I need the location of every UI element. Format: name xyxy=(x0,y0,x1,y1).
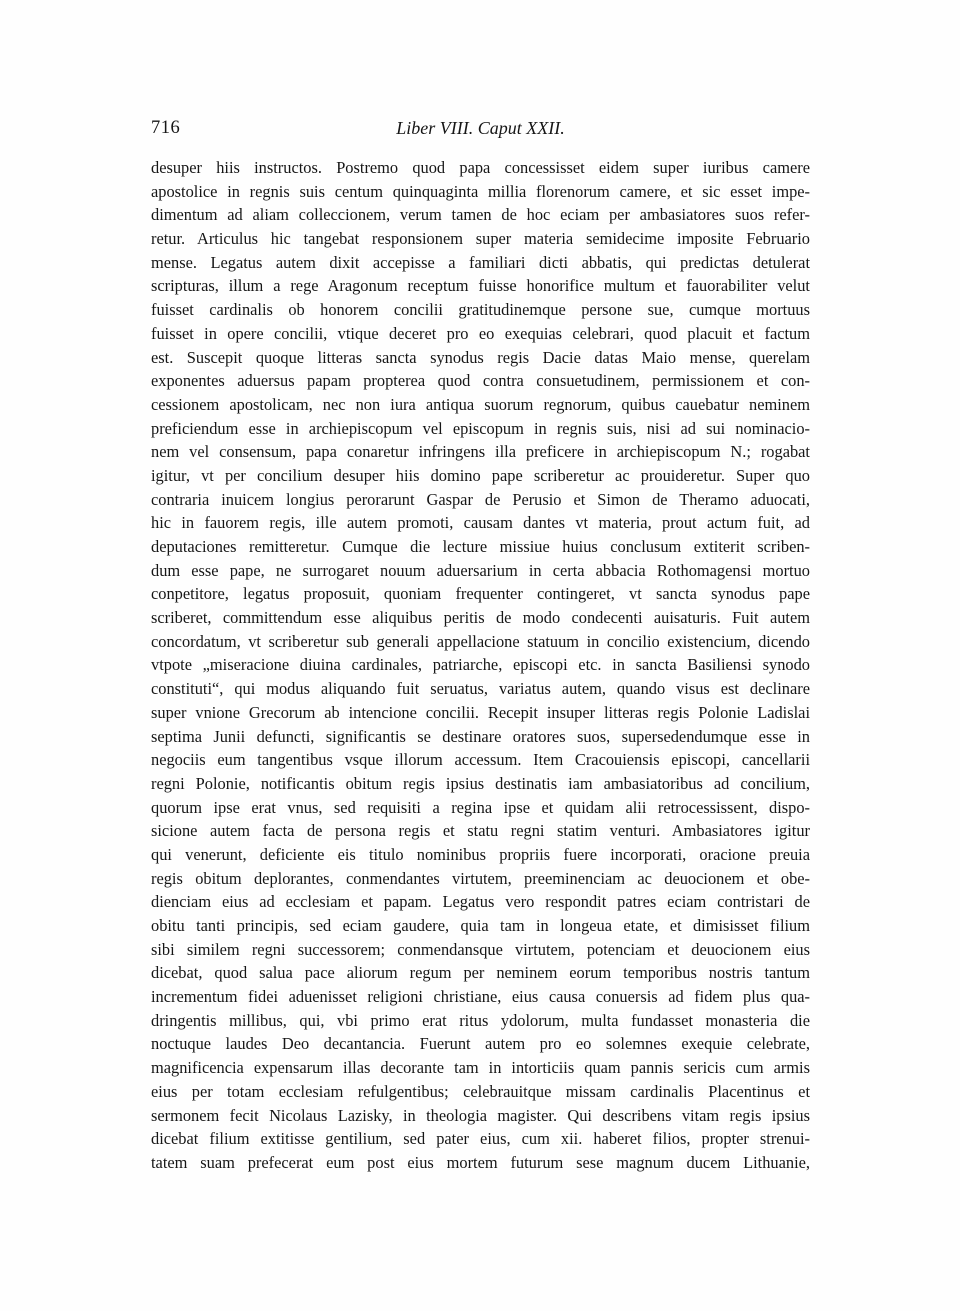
text-line: dringentis millibus, qui, vbi primo erat ritus ydolorum, multa fundasset monasteria die xyxy=(151,1010,810,1030)
body-text xyxy=(151,156,810,1175)
text-line: apostolice in regnis suis centum quinquaginta millia florenorum camere, et sic esset impe- xyxy=(151,181,810,201)
text-line: regni Polonie, notificantis obitum regis ipsius destinatis iam ambasiatoribus ad concilium, xyxy=(151,773,810,793)
text-line: negociis eum tangentibus vsque illorum accessum. Item Cracouiensis episcopi, cancellarii xyxy=(151,750,810,770)
running-title: Liber VIII. Caput XXII. xyxy=(396,118,565,138)
text-line: incrementum fidei aduenisset religioni christiane, eius causa conuersis ad fidem plus qua- xyxy=(151,987,810,1007)
text-line: concordatum, vt scriberetur sub generali appellacione statuum in concilio existencium, dicendo xyxy=(151,631,810,651)
text-line: hic in fauorem regis, ille autem promoti, causam dantes vt materia, prout actum fuit, ad xyxy=(151,513,810,533)
text-line: magnificencia expensarum illas decorante tam in intorticiis quam pannis sericis cum armis xyxy=(151,1058,810,1078)
text-line: septima Junii defuncti, significantis se destinare oratores suos, supersedendumque esse in xyxy=(151,726,810,746)
text-line: deputaciones remitteretur. Cumque die lecture missiue huius conclusum extiterit scriben- xyxy=(151,537,810,556)
text-line: scriberet, committendum esse aliquibus peritis de modo condecenti auisaturis. Fuit autem xyxy=(151,608,810,628)
text-line: nem vel consensum, papa conaretur infringens illa preficere in archiepiscopum N.; rogabat xyxy=(151,442,810,462)
text-line: dicebat filium extitisse gentilium, sed pater eius, cum xii. haberet filios, propter strenui- xyxy=(151,1129,810,1149)
text-line: super vnione Grecorum ab intencione concilii. Recepit insuper litteras regis Polonie Ladislai xyxy=(151,702,810,722)
text-line: qui venerunt, deficiente eis titulo nominibus propriis fuere incorporati, oracione preuia xyxy=(151,844,810,864)
text-line: exponentes aduersus papam propterea quod contra consuetudinem, permissionem et con- xyxy=(151,371,810,391)
text-line: contraria inuicem longius perorarunt Gaspar de Perusio et Simon de Theramo aduocati, xyxy=(151,489,810,509)
text-line: retur. Articulus hic tangebat responsionem super materia semidecime imposite Februario xyxy=(151,229,810,249)
running-head xyxy=(151,118,810,144)
text-line: vtpote „miseracione diuina cardinales, patriarche, episcopi etc. in sancta Basiliensi synodo xyxy=(151,655,810,675)
text-line: constituti“, qui modus aliquando fuit seruatus, variatus autem, quando visus est declinare xyxy=(151,679,810,699)
text-line: est. Suscepit quoque litteras sancta synodus regis Dacie datas Maio mense, querelam xyxy=(151,347,810,367)
text-line: quorum ipse erat vnus, sed requisiti a regina ipse et quidam alii retrocessissent, dispo- xyxy=(151,797,810,817)
text-line: dienciam eius ad ecclesiam et papam. Legatus vero respondit patres eciam contristari de xyxy=(151,892,810,912)
text-line: sibi similem regni successorem; conmendansque virtutem, potenciam et deuocionem eius xyxy=(151,939,810,959)
text-line: fuisset in opere concilii, vtique deceret pro eo exequias celebrari, quod placuit et factum xyxy=(151,323,810,343)
text-line: fuisset cardinalis ob honorem concilii gratitudinemque persone sue, cumque mortuus xyxy=(151,300,810,320)
text-line: conpetitore, legatus proposuit, quoniam frequenter contingeret, vt sancta synodus pape xyxy=(151,584,810,604)
page-number: 716 xyxy=(151,118,181,138)
text-line: tatem suam prefecerat eum post eius mortem futurum sese magnum ducem Lithuanie, xyxy=(151,1152,810,1172)
text-line: scripturas, illum a rege Aragonum receptum fuisse honorifice multum et fauorabiliter velut xyxy=(151,276,810,296)
text-line: regis obitum deplorantes, conmendantes virtutem, preeminenciam ac deuocionem et obe- xyxy=(151,868,810,888)
text-line: obitu tanti principis, sed eciam gaudere, quia tam in longeua etate, et dimisisset filium xyxy=(151,916,810,935)
text-line: desuper hiis instructos. Postremo quod papa concessisset eidem super iuribus camere xyxy=(151,158,810,177)
text-line: mense. Legatus autem dixit accepisse a familiari dicti abbatis, qui predictas detulerat xyxy=(151,252,810,272)
text-line: dicebat, quod salua pace aliorum regum per neminem eorum temporibus nostris tantum xyxy=(151,963,810,983)
text-line: dimentum ad aliam colleccionem, verum tamen de hoc eciam per ambasiatores suos refer- xyxy=(151,205,810,225)
text-line: dum esse pape, ne surrogaret nouum aduersarium in certa abbacia Rothomagensi mortuo xyxy=(151,560,810,580)
text-line: sicione autem facta de persona regis et statu regni statim venturi. Ambasiatores igitur xyxy=(151,821,810,841)
text-line: eius per totam ecclesiam refulgentibus; celebrauitque missam cardinalis Placentinus et xyxy=(151,1081,810,1101)
text-line: preficiendum esse in archiepiscopum vel episcopum in regnis suis, nisi ad sui nominacio- xyxy=(151,418,810,438)
text-line: sermonem fecit Nicolaus Lazisky, in theologia magister. Qui describens vitam regis ipsius xyxy=(151,1105,810,1125)
text-line: cessionem apostolicam, nec non iura antiqua suorum regnorum, quibus cauebatur neminem xyxy=(151,394,810,414)
text-line: igitur, vt per concilium desuper hiis domino pape scriberetur ac prouideretur. Super quo xyxy=(151,465,810,485)
text-line: noctuque laudes Deo decantancia. Fuerunt autem pro eo solemnes exequie celebrate, xyxy=(151,1034,810,1054)
